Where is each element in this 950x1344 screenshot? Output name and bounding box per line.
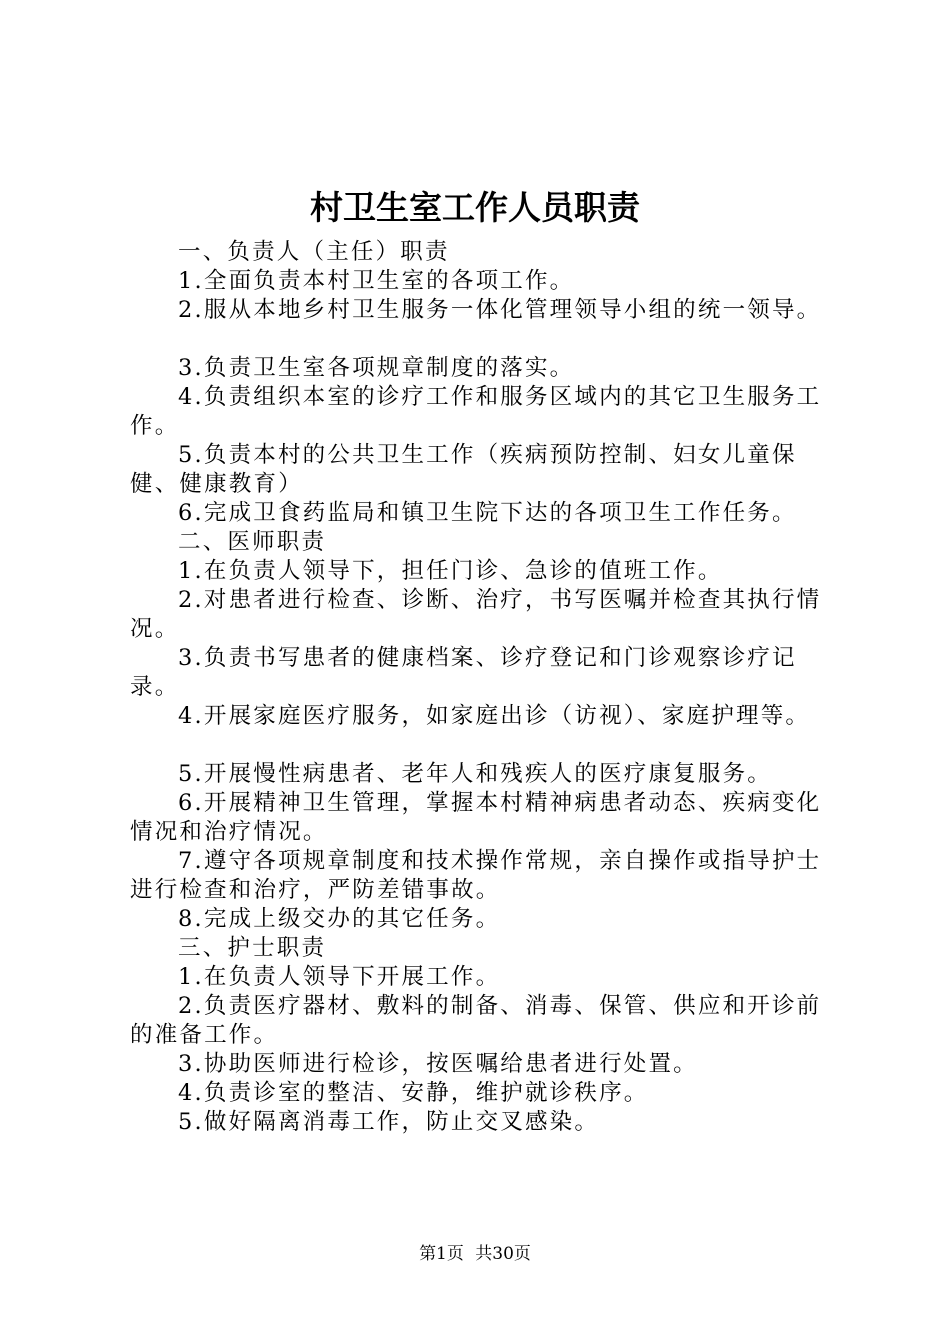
paragraph: 2.负责医疗器材、敷料的制备、消毒、保管、供应和开诊前的准备工作。 [130, 993, 822, 1048]
document-body [130, 238, 836, 1137]
paragraph: 3.协助医师进行检诊，按医嘱给患者进行处置。 [178, 1051, 698, 1077]
paragraph: 6.完成卫食药监局和镇卫生院下达的各项卫生工作任务。 [178, 500, 797, 526]
blank-line [130, 325, 836, 354]
paragraph: 5.负责本村的公共卫生工作（疾病预防控制、妇女儿童保健、健康教育） [130, 442, 797, 497]
paragraph: 1.在负责人领导下开展工作。 [178, 964, 501, 990]
paragraph: 2.服从本地乡村卫生服务一体化管理领导小组的统一领导。 [178, 297, 822, 323]
document-title: 村卫生室工作人员职责 [310, 188, 640, 227]
paragraph: 4.负责组织本室的诊疗工作和服务区域内的其它卫生服务工作。 [130, 384, 822, 439]
section-heading-2: 二、医师职责 [178, 529, 327, 555]
paragraph: 5.开展慢性病患者、老年人和残疾人的医疗康复服务。 [178, 761, 772, 787]
section-heading-1: 一、负责人（主任）职责 [178, 239, 450, 265]
page-footer [0, 1242, 950, 1266]
paragraph: 6.开展精神卫生管理，掌握本村精神病患者动态、疾病变化情况和治疗情况。 [130, 790, 822, 845]
paragraph: 2.对患者进行检查、诊断、治疗，书写医嘱并检查其执行情况。 [130, 587, 822, 642]
page-total: 共30页 [475, 1244, 531, 1264]
paragraph: 8.完成上级交办的其它任务。 [178, 906, 501, 932]
paragraph: 4.负责诊室的整洁、安静，维护就诊秩序。 [178, 1080, 649, 1106]
blank-line [130, 731, 836, 760]
page-number: 第1页 [419, 1244, 464, 1264]
paragraph: 7.遵守各项规章制度和技术操作常规，亲自操作或指导护士进行检查和治疗，严防差错事故。 [130, 848, 822, 903]
paragraph: 5.做好隔离消毒工作，防止交叉感染。 [178, 1109, 600, 1135]
section-heading-3: 三、护士职责 [178, 935, 327, 961]
paragraph: 4.开展家庭医疗服务，如家庭出诊（访视）、家庭护理等。 [178, 703, 811, 729]
paragraph: 3.负责卫生室各项规章制度的落实。 [178, 355, 575, 381]
paragraph: 1.在负责人领导下，担任门诊、急诊的值班工作。 [178, 558, 723, 584]
paragraph: 1.全面负责本村卫生室的各项工作。 [178, 268, 575, 294]
paragraph: 3.负责书写患者的健康档案、诊疗登记和门诊观察诊疗记录。 [130, 645, 797, 700]
